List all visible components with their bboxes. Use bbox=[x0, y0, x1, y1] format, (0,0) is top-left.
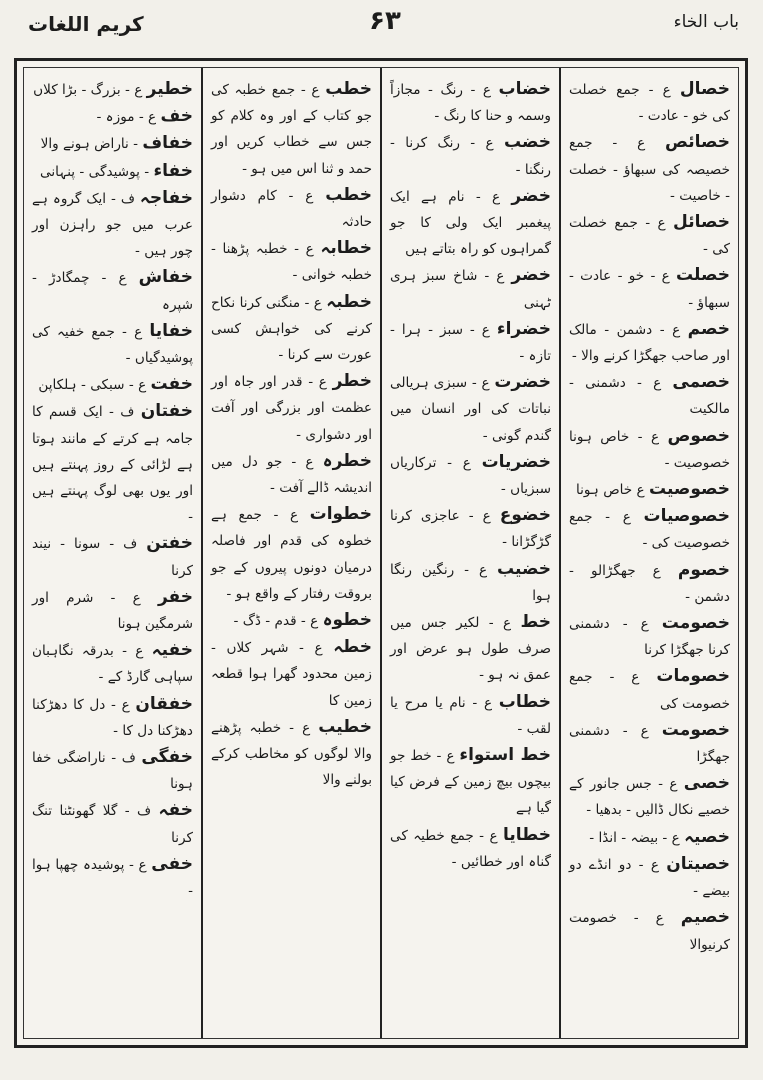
entry-headword: خضر bbox=[511, 185, 551, 206]
entry-definition: ع - سبزی ہریالی نباتات کی اور انسان میں گندم گونی - bbox=[390, 375, 551, 444]
entry-headword: خفتن bbox=[146, 533, 193, 554]
entry-headword: خصال bbox=[679, 79, 730, 99]
dictionary-entry bbox=[569, 476, 730, 503]
entry-headword: خصوص bbox=[667, 425, 730, 446]
dictionary-entry bbox=[390, 502, 551, 555]
entry-headword: خطہ bbox=[333, 637, 372, 658]
dictionary-entry bbox=[32, 103, 193, 130]
entry-definition: ع - موزہ - bbox=[96, 109, 157, 126]
entry-definition: ع جھگڑالو - دشمن - bbox=[569, 562, 730, 605]
entry-definition: ع - لکیر جس میں صرف طول ہو عرض اور عمق نہ ہو - bbox=[390, 615, 551, 684]
entry-headword: خطیب bbox=[318, 716, 372, 737]
entry-headword: خفاجہ bbox=[139, 187, 193, 208]
dictionary-entry bbox=[211, 235, 372, 288]
dictionary-entry bbox=[32, 797, 193, 850]
entry-definition: ع - جمع خطبہ کی جو کتاب کے اور وہ کلام کو جس سے خطاب کریں اور حمد و ثنا اس میں ہو - bbox=[211, 82, 372, 177]
dictionary-entry bbox=[390, 822, 551, 875]
entry-definition: ع - شاخ سبز ہری ٹہنی bbox=[390, 268, 551, 311]
dictionary-entry bbox=[569, 262, 730, 315]
dictionary-entry bbox=[569, 423, 730, 476]
entry-headword: خصومت bbox=[661, 719, 730, 740]
entry-definition: ع - جمع خصلت کی خو - عادت - bbox=[569, 82, 730, 125]
entry-definition: ع - رنگ - مجازاً وسمہ و حنا کا رنگ - bbox=[390, 82, 551, 125]
dictionary-entry bbox=[211, 607, 372, 634]
entry-definition: ع - کام دشوار حادثہ bbox=[211, 187, 372, 231]
entry-definition: ع - شہر کلاں - زمین محدود گھرا ہوا قطعہ زمین کا bbox=[211, 640, 372, 709]
dictionary-entry bbox=[569, 557, 730, 610]
entry-headword: خصم bbox=[687, 318, 730, 339]
entry-headword: خطر bbox=[332, 371, 372, 392]
entry-definition: ع - جمع خصوصیت کی - bbox=[569, 509, 730, 552]
entry-definition: - پوشیدگی - پنہانی bbox=[39, 163, 150, 180]
entry-headword: خصومت bbox=[661, 613, 730, 634]
page-header bbox=[0, 0, 763, 58]
entry-definition: ف - ناراضگی خفا ہونا bbox=[32, 750, 193, 793]
entry-definition: ع - بیضہ - انڈا - bbox=[589, 829, 680, 846]
dictionary-entry bbox=[32, 398, 193, 530]
dictionary-entry bbox=[211, 368, 372, 448]
entry-definition: ف - سونا - نیند کرنا bbox=[32, 536, 193, 579]
entry-definition: ع - جمع خصلت کی - bbox=[569, 215, 730, 258]
entry-headword: خطبہ bbox=[326, 291, 372, 312]
entry-definition: ع - جمع خفیہ کی پوشیدگیاں - bbox=[32, 323, 193, 367]
dictionary-entry bbox=[390, 262, 551, 315]
dictionary-entry bbox=[569, 717, 730, 770]
entry-headword: خصیم bbox=[680, 907, 730, 928]
dictionary-entry bbox=[390, 76, 551, 129]
entry-definition: ع - رنگ کرنا - رنگنا - bbox=[390, 135, 551, 178]
dictionary-entry bbox=[569, 904, 730, 957]
dictionary-entry bbox=[390, 449, 551, 502]
column-4 bbox=[24, 68, 201, 1038]
dictionary-entry bbox=[32, 691, 193, 744]
entry-definition: ع - جو دل میں اندیشہ ڈالے آفت - bbox=[211, 453, 372, 497]
entry-headword: خطاب bbox=[498, 691, 552, 712]
dictionary-entry bbox=[390, 369, 551, 449]
entry-definition: ع - خصومت کرنیوالا bbox=[569, 910, 730, 953]
entry-headword: خط استواء bbox=[459, 745, 551, 766]
entry-definition: ع - پوشیدہ چھپا ہوا - bbox=[32, 856, 193, 900]
entry-headword: خصلت bbox=[676, 265, 730, 286]
entry-headword: خفر bbox=[157, 586, 193, 607]
dictionary-entry bbox=[211, 634, 372, 714]
entry-headword: خصمی bbox=[672, 372, 730, 393]
entry-headword: خفاش bbox=[138, 267, 193, 288]
dictionary-entry bbox=[390, 689, 551, 742]
column-3 bbox=[201, 68, 380, 1038]
column-1 bbox=[559, 68, 738, 1038]
entry-headword: خصیتان bbox=[666, 853, 730, 874]
entry-definition: ع - سبز - ہرا - تازہ - bbox=[390, 321, 551, 365]
entry-definition: ع - جمع ہے خطوہ کی قدم اور فاصلہ درمیان دونوں پیروں کے جو بروقت رفتار کے واقع ہو - bbox=[211, 507, 372, 602]
entry-headword: خفہ bbox=[158, 800, 193, 821]
entry-definition: ع - نام یا مرح یا لقب - bbox=[390, 694, 551, 737]
dictionary-entry bbox=[32, 185, 193, 265]
dictionary-entry bbox=[211, 501, 372, 607]
entry-headword: خطیر bbox=[146, 79, 193, 99]
entry-headword: خفگی bbox=[141, 747, 193, 768]
dictionary-entry bbox=[569, 129, 730, 209]
dictionary-entry bbox=[390, 183, 551, 263]
entry-definition: ع - قدم - ڈگ - bbox=[233, 613, 319, 630]
entry-headword: خصوصیات bbox=[643, 506, 731, 527]
entry-headword: خفی bbox=[151, 853, 193, 874]
entry-headword: خضراء bbox=[496, 318, 552, 339]
column-container bbox=[23, 67, 739, 1039]
chapter-title: باب الخاء bbox=[673, 12, 739, 32]
entry-definition: ع - دل کا دھڑکنا دھڑکنا دل کا - bbox=[32, 696, 193, 739]
entry-definition: ع - رنگین رنگا ہوا bbox=[390, 561, 551, 604]
dictionary-entry bbox=[32, 76, 193, 103]
entry-definition: ع - دشمن - مالک اور صاحب جھگڑا کرنے والا - bbox=[569, 321, 730, 365]
entry-headword: خصوصیت bbox=[648, 479, 730, 500]
entry-headword: خفیہ bbox=[151, 640, 193, 661]
dictionary-entry bbox=[32, 530, 193, 583]
entry-definition: ع - بدرقہ نگاہبان سپاہی گارڈ کے - bbox=[32, 643, 193, 686]
dictionary-entry bbox=[390, 742, 551, 822]
entry-definition: ع - عاجزی کرنا گڑگڑانا - bbox=[390, 508, 551, 551]
dictionary-entry bbox=[569, 76, 730, 129]
entry-headword: خفاء bbox=[153, 160, 193, 181]
dictionary-entry bbox=[211, 76, 372, 182]
dictionary-entry bbox=[569, 851, 730, 904]
entry-headword: خصی bbox=[683, 773, 730, 794]
entry-headword: خضیب bbox=[497, 558, 551, 579]
entry-definition: ع - نام ہے ایک پیغمبر ایک ولی کا جو گمراہوں کو راہ بتاتے ہیں bbox=[390, 188, 551, 258]
entry-headword: خصومات bbox=[656, 666, 731, 687]
entry-headword: خطوات bbox=[309, 504, 372, 525]
entry-definition: ع - خطبہ پڑھنا - خطبہ خوانی - bbox=[211, 241, 372, 284]
entry-definition: ع - خو - عادت - سبھاؤ - bbox=[569, 268, 730, 311]
entry-definition: ع - جمع خصومت کی bbox=[569, 669, 730, 712]
entry-headword: خضر bbox=[511, 265, 551, 286]
entry-definition: ف - گلا گھونٹنا تنگ کرنا bbox=[32, 803, 193, 846]
dictionary-entry bbox=[569, 316, 730, 369]
entry-headword: خضاب bbox=[498, 79, 551, 99]
entry-definition: ع - چمگادڑ - شپرہ bbox=[32, 270, 193, 313]
dictionary-entry bbox=[32, 264, 193, 317]
book-title: کریم اللغات bbox=[28, 12, 144, 36]
entry-definition: ع - جمع خصیصہ کی سبھاؤ - خصلت - خاصیت - bbox=[569, 135, 730, 204]
entry-definition: ف - ایک گروہ ہے عرب میں جو راہزن اور چور ہیں - bbox=[32, 190, 193, 260]
entry-definition: ع - خط جو بیچوں بیچ زمین کے فرض کیا گیا ہے bbox=[390, 748, 551, 817]
entry-headword: خضب bbox=[504, 132, 551, 153]
entry-definition: ع - دشمنی - مالکیت bbox=[569, 375, 730, 418]
dictionary-entry bbox=[32, 637, 193, 690]
dictionary-entry bbox=[569, 663, 730, 716]
dictionary-entry bbox=[211, 448, 372, 501]
entry-definition: ع - شرم اور شرمگین ہونا bbox=[32, 589, 193, 633]
entry-headword: خطب bbox=[325, 79, 372, 99]
entry-headword: خف bbox=[160, 106, 193, 127]
page-number: ۶۳ bbox=[369, 6, 401, 36]
entry-headword: خفایا bbox=[149, 320, 193, 341]
entry-headword: خطوہ bbox=[322, 610, 372, 631]
dictionary-entry bbox=[32, 584, 193, 637]
entry-definition: ع - دشمنی جھگڑا bbox=[569, 722, 730, 766]
dictionary-entry bbox=[569, 369, 730, 422]
dictionary-entry bbox=[569, 770, 730, 823]
dictionary-entry bbox=[390, 556, 551, 609]
dictionary-entry bbox=[390, 609, 551, 689]
entry-definition: ع خاص ہونا bbox=[575, 482, 645, 499]
dictionary-entry bbox=[32, 851, 193, 904]
entry-definition: ع - دشمنی کرنا جھگڑا کرنا bbox=[569, 616, 730, 659]
entry-headword: خطب bbox=[325, 184, 372, 205]
entry-definition: ع - خطبہ پڑھنے والا لوگوں کو مخاطب کرکے بولنے والا bbox=[211, 719, 372, 789]
dictionary-entry bbox=[390, 129, 551, 182]
entry-headword: خفاف bbox=[142, 133, 193, 154]
entry-headword: خطابہ bbox=[320, 238, 372, 259]
entry-definition: ع - سبکی - ہلکاپن bbox=[38, 377, 147, 394]
entry-definition: ع - جس جانور کے خصیے نکال ڈالیں - بدھیا - bbox=[569, 776, 730, 819]
entry-definition: ع - ترکاریاں سبزیاں - bbox=[390, 454, 551, 498]
entry-definition: ف - ایک قسم کا جامہ ہے کرتے کے مانند ہوتا ہے لڑائی کے روز پہنتے ہیں اور یوں بھی لوگ پہنتے ہیں - bbox=[32, 404, 193, 526]
entry-headword: خط bbox=[520, 612, 551, 633]
column-2 bbox=[380, 68, 559, 1038]
dictionary-entry bbox=[211, 289, 372, 369]
entry-headword: خصائص bbox=[665, 132, 730, 153]
entry-headword: خفقان bbox=[135, 693, 193, 714]
dictionary-entry bbox=[569, 209, 730, 262]
entry-definition: ع - بزرگ - بڑا کلاں bbox=[33, 82, 143, 98]
entry-headword: خضوع bbox=[499, 505, 551, 526]
dictionary-entry bbox=[32, 371, 193, 398]
entry-headword: خضریات bbox=[481, 451, 552, 472]
entry-headword: خصیہ bbox=[684, 826, 730, 847]
dictionary-entry bbox=[569, 610, 730, 663]
entry-headword: خصوم bbox=[677, 559, 730, 580]
entry-headword: خضرت bbox=[494, 372, 551, 393]
dictionary-entry bbox=[211, 714, 372, 794]
entry-definition: ع - قدر اور جاہ اور عظمت اور بزرگی اور آفت اور دشواری - bbox=[211, 374, 372, 443]
entry-definition: - ناراض ہونے والا bbox=[40, 136, 139, 153]
dictionary-entry bbox=[569, 503, 730, 556]
entry-headword: خفت bbox=[150, 374, 193, 395]
dictionary-frame bbox=[14, 58, 748, 1048]
entry-headword: خصائل bbox=[673, 212, 730, 233]
entry-definition: ع - دو انڈے دو بیضے - bbox=[569, 856, 730, 900]
dictionary-entry bbox=[32, 130, 193, 157]
dictionary-entry bbox=[32, 158, 193, 185]
dictionary-entry bbox=[32, 318, 193, 371]
entry-definition: ع - جمع خطیہ کی گناہ اور خطائیں - bbox=[390, 827, 551, 870]
entry-definition: ع - منگنی کرنا نکاح کرنے کی خواہش کسی عورت سے کرنا - bbox=[211, 294, 372, 364]
dictionary-entry bbox=[32, 744, 193, 797]
entry-headword: خطایا bbox=[503, 824, 551, 845]
entry-definition: ع - خاص ہونا خصوصیت - bbox=[569, 428, 730, 471]
dictionary-entry bbox=[569, 824, 730, 851]
entry-headword: خطرہ bbox=[322, 450, 372, 471]
dictionary-entry bbox=[390, 316, 551, 369]
dictionary-entry bbox=[211, 182, 372, 235]
entry-headword: خفتان bbox=[140, 401, 194, 422]
